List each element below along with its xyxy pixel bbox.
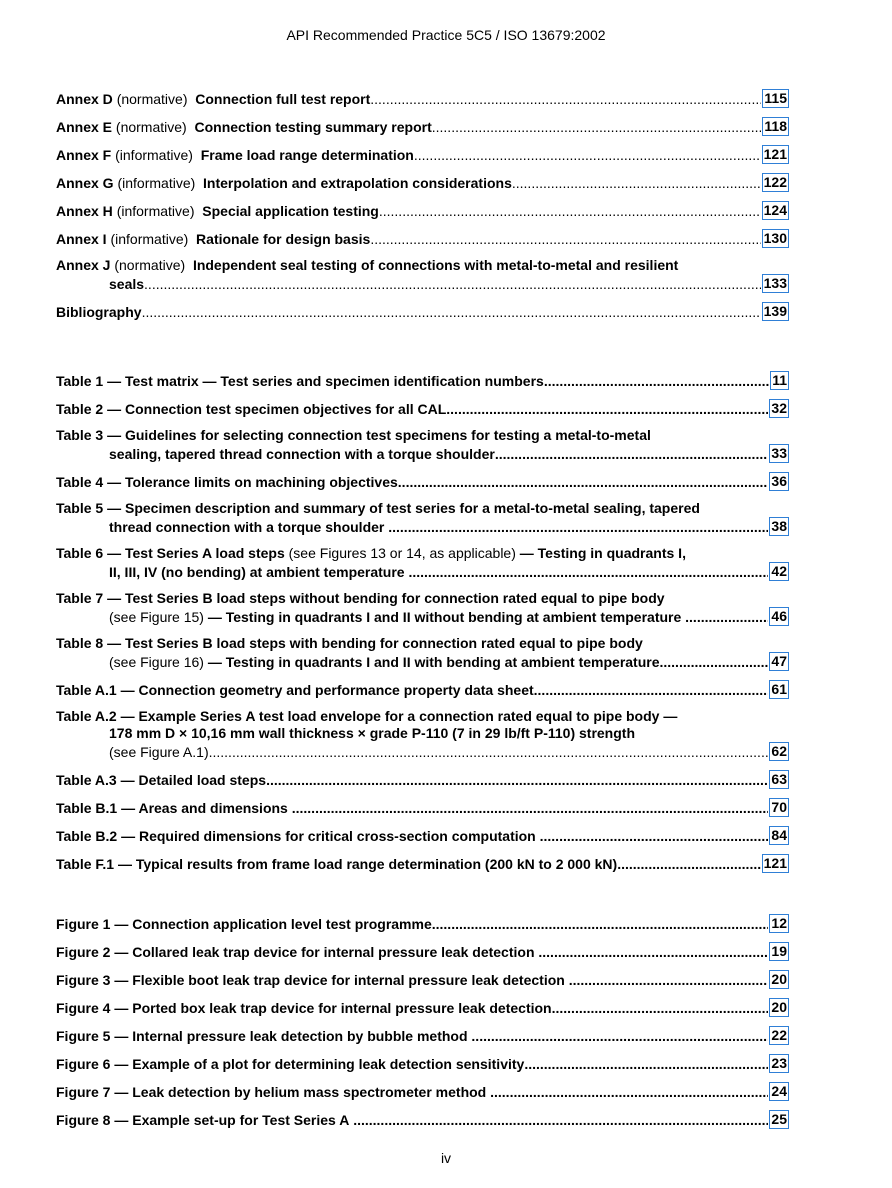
toc-entry-annex-j[interactable] bbox=[56, 257, 789, 293]
toc-entry-table[interactable] bbox=[56, 590, 789, 626]
annex-title: Connection full test report bbox=[195, 91, 371, 107]
page-link[interactable]: 47 bbox=[771, 653, 787, 669]
leader-dots bbox=[142, 304, 761, 321]
toc-entry-table[interactable] bbox=[56, 708, 789, 761]
page-number: iv bbox=[440, 1150, 452, 1166]
leader-dots bbox=[398, 474, 769, 491]
toc-entry-table[interactable] bbox=[56, 854, 789, 873]
leader-dots bbox=[544, 373, 769, 390]
annex-kind: (informative) bbox=[115, 147, 193, 163]
annex-title: Independent seal testing of connections with metal-to-metal and resilient bbox=[192, 257, 679, 273]
page-header: API Recommended Practice 5C5 / ISO 13679:2002 bbox=[286, 27, 606, 43]
figure-title: Figure 2 — Collared leak trap device for internal pressure leak detection bbox=[56, 944, 535, 960]
leader-dots bbox=[292, 800, 769, 817]
table-title: Table 2 — Connection test specimen objectives for all CAL bbox=[56, 401, 447, 417]
toc-entry-table[interactable] bbox=[56, 545, 789, 581]
table-title-tail: — Testing in quadrants I, bbox=[519, 545, 686, 561]
page-link[interactable]: 139 bbox=[763, 303, 787, 319]
figure-title: Figure 3 — Flexible boot leak trap device for internal pressure leak detection bbox=[56, 972, 565, 988]
toc-entry-table[interactable] bbox=[56, 500, 789, 536]
annex-kind: (normative) bbox=[116, 91, 188, 107]
table-title-note: (see Figures 13 or 14, as applicable) bbox=[284, 545, 520, 561]
toc-entry-figure[interactable] bbox=[56, 914, 789, 933]
toc-entry-annex-f[interactable] bbox=[56, 145, 789, 164]
figure-title: Figure 6 — Example of a plot for determining leak detection sensitivity bbox=[56, 1056, 525, 1072]
page-link[interactable]: 25 bbox=[771, 1111, 787, 1127]
page-link[interactable]: 36 bbox=[771, 473, 787, 489]
page-link[interactable]: 124 bbox=[763, 202, 787, 218]
table-list bbox=[56, 371, 789, 873]
page-link[interactable]: 20 bbox=[771, 999, 787, 1015]
toc-entry-figure[interactable] bbox=[56, 1110, 789, 1129]
page-link[interactable]: 38 bbox=[771, 518, 787, 534]
leader-dots bbox=[353, 1112, 768, 1129]
toc-entry-table[interactable] bbox=[56, 798, 789, 817]
page-link[interactable]: 70 bbox=[771, 799, 787, 815]
toc-entry-figure[interactable] bbox=[56, 998, 789, 1017]
annex-label: Annex I bbox=[56, 231, 107, 247]
table-title-cont: II, III, IV (no bending) at ambient temperature bbox=[109, 564, 405, 580]
table-title: Table 4 — Tolerance limits on machining objectives bbox=[56, 474, 398, 490]
leader-dots bbox=[540, 828, 769, 845]
toc-entry-table[interactable] bbox=[56, 427, 789, 463]
table-title: Table B.1 — Areas and dimensions bbox=[56, 800, 288, 816]
leader-dots bbox=[617, 856, 760, 873]
leader-dots bbox=[370, 231, 760, 248]
leader-dots bbox=[370, 91, 761, 108]
leader-dots bbox=[414, 147, 761, 164]
annex-label: Annex J bbox=[56, 257, 111, 273]
toc-entry-table[interactable] bbox=[56, 680, 789, 699]
toc-entry-figure[interactable] bbox=[56, 970, 789, 989]
table-title: Table 8 — Test Series B load steps with bending for connection rated equal to pipe body bbox=[56, 635, 643, 651]
toc-entry-figure[interactable] bbox=[56, 1026, 789, 1045]
table-title: Table A.2 — Example Series A test load envelope for a connection rated equal to pipe body — bbox=[56, 708, 678, 724]
annex-kind: (informative) bbox=[110, 231, 189, 247]
bibliography-label: Bibliography bbox=[56, 304, 142, 320]
page-link[interactable]: 19 bbox=[771, 943, 787, 959]
toc-entry-table[interactable] bbox=[56, 371, 789, 390]
page-link[interactable]: 122 bbox=[763, 174, 787, 190]
leader-dots bbox=[495, 446, 769, 463]
leader-dots bbox=[685, 609, 768, 626]
page-link[interactable]: 11 bbox=[772, 372, 787, 388]
leader-dots bbox=[552, 1000, 769, 1017]
annex-kind: (normative) bbox=[114, 257, 186, 273]
table-title-cont: — Testing in quadrants I and II without bending at ambient temperature bbox=[207, 609, 682, 625]
page-link[interactable]: 115 bbox=[764, 90, 787, 106]
page-link[interactable]: 121 bbox=[763, 146, 787, 162]
annex-kind: (informative) bbox=[117, 175, 196, 191]
figure-list bbox=[56, 914, 789, 1129]
annex-title: Rationale for design basis bbox=[196, 231, 371, 247]
page-link[interactable]: 12 bbox=[771, 915, 787, 931]
table-title-cont: sealing, tapered thread connection with a torque shoulder bbox=[109, 446, 495, 462]
page-link[interactable]: 33 bbox=[771, 445, 787, 461]
page-link[interactable]: 130 bbox=[763, 230, 787, 246]
leader-dots bbox=[512, 175, 761, 192]
toc-entry-table[interactable] bbox=[56, 399, 789, 418]
table-title-note: (see Figure 16) bbox=[109, 654, 208, 670]
leader-dots bbox=[432, 916, 769, 933]
page-link[interactable]: 84 bbox=[771, 827, 787, 843]
annex-label: Annex H bbox=[56, 203, 113, 219]
table-title: Table B.2 — Required dimensions for critical cross-section computation bbox=[56, 828, 536, 844]
leader-dots bbox=[266, 772, 768, 789]
page-link[interactable]: 118 bbox=[764, 118, 787, 134]
annex-label: Annex F bbox=[56, 147, 112, 163]
leader-dots bbox=[524, 1056, 768, 1073]
annex-label: Annex G bbox=[56, 175, 114, 191]
figure-title: Figure 1 — Connection application level test programme bbox=[56, 916, 432, 932]
table-title: Table 7 — Test Series B load steps without bending for connection rated equal to pipe body bbox=[56, 590, 665, 606]
annex-list bbox=[56, 89, 789, 321]
leader-dots bbox=[446, 401, 768, 418]
annex-kind: (informative) bbox=[116, 203, 195, 219]
leader-dots bbox=[432, 119, 762, 136]
page-link[interactable]: 133 bbox=[763, 275, 787, 291]
leader-dots bbox=[569, 972, 769, 989]
toc-entry-bibliography[interactable] bbox=[56, 302, 789, 321]
page-link[interactable]: 22 bbox=[771, 1027, 787, 1043]
toc-entry-figure[interactable] bbox=[56, 1082, 789, 1101]
figure-title: Figure 5 — Internal pressure leak detection by bubble method bbox=[56, 1028, 468, 1044]
toc-entry-annex-h[interactable] bbox=[56, 201, 789, 220]
page-link[interactable]: 61 bbox=[771, 681, 787, 697]
page-link[interactable]: 32 bbox=[771, 400, 787, 416]
page-link[interactable]: 42 bbox=[771, 563, 787, 579]
leader-dots bbox=[388, 519, 768, 536]
table-title-cont: 178 mm D × 10,16 mm wall thickness × grade P-110 (7 in 29 lb/ft P-110) strength bbox=[109, 725, 635, 741]
toc-entry-table[interactable] bbox=[56, 635, 789, 671]
figure-title: Figure 7 — Leak detection by helium mass spectrometer method bbox=[56, 1084, 487, 1100]
page-link[interactable]: 20 bbox=[771, 971, 787, 987]
toc-entry-figure[interactable] bbox=[56, 1054, 789, 1073]
leader-dots bbox=[538, 944, 768, 961]
annex-label: Annex D bbox=[56, 91, 113, 107]
page-link[interactable]: 24 bbox=[771, 1083, 787, 1099]
table-title: Table 6 — Test Series A load steps bbox=[56, 545, 285, 561]
toc-entry-annex-i[interactable] bbox=[56, 229, 789, 248]
page-link[interactable]: 62 bbox=[771, 743, 787, 759]
toc-entry-annex-g[interactable] bbox=[56, 173, 789, 192]
leader-dots bbox=[379, 203, 761, 220]
figure-title: Figure 8 — Example set-up for Test Series A bbox=[56, 1112, 350, 1128]
leader-dots bbox=[534, 682, 769, 699]
figure-title: Figure 4 — Ported box leak trap device for internal pressure leak detection bbox=[56, 1000, 552, 1016]
table-title: Table 1 — Test matrix — Test series and specimen identification numbers bbox=[56, 373, 544, 389]
table-title: Table F.1 — Typical results from frame load range determination (200 kN to 2 000 kN) bbox=[56, 856, 618, 872]
leader-dots bbox=[471, 1028, 768, 1045]
leader-dots bbox=[144, 276, 761, 293]
table-title-note: (see Figure A.1) bbox=[109, 744, 209, 760]
toc-entry-figure[interactable] bbox=[56, 942, 789, 961]
leader-dots bbox=[490, 1084, 768, 1101]
toc-entry-annex-e[interactable] bbox=[56, 117, 789, 136]
toc-entry-table[interactable] bbox=[56, 472, 789, 491]
page-link[interactable]: 121 bbox=[763, 855, 787, 871]
annex-title: Frame load range determination bbox=[200, 147, 414, 163]
leader-dots bbox=[209, 744, 769, 761]
leader-dots bbox=[660, 654, 769, 671]
toc-entry-table[interactable] bbox=[56, 770, 789, 789]
toc-entry-table[interactable] bbox=[56, 826, 789, 845]
table-title-cont: thread connection with a torque shoulder bbox=[109, 519, 385, 535]
annex-title: Special application testing bbox=[202, 203, 379, 219]
table-title: Table 3 — Guidelines for selecting connection test specimens for testing a metal-to-metal bbox=[56, 427, 651, 443]
page-link[interactable]: 46 bbox=[771, 608, 787, 624]
page-link[interactable]: 63 bbox=[771, 771, 787, 787]
toc-entry-annex-d[interactable] bbox=[56, 89, 789, 108]
annex-title: Connection testing summary report bbox=[194, 119, 432, 135]
table-title: Table 5 — Specimen description and summary of test series for a metal-to-metal sealing, tapered bbox=[56, 500, 700, 516]
table-title: Table A.3 — Detailed load steps bbox=[56, 772, 267, 788]
table-title-cont: — Testing in quadrants I and II with bending at ambient temperature bbox=[207, 654, 660, 670]
table-title: Table A.1 — Connection geometry and performance property data sheet bbox=[56, 682, 534, 698]
annex-title-cont: seals bbox=[109, 276, 145, 292]
leader-dots bbox=[408, 564, 768, 581]
annex-kind: (normative) bbox=[115, 119, 187, 135]
table-title-note: (see Figure 15) bbox=[109, 609, 208, 625]
annex-label: Annex E bbox=[56, 119, 113, 135]
page-link[interactable]: 23 bbox=[771, 1055, 787, 1071]
annex-title: Interpolation and extrapolation considerations bbox=[203, 175, 512, 191]
